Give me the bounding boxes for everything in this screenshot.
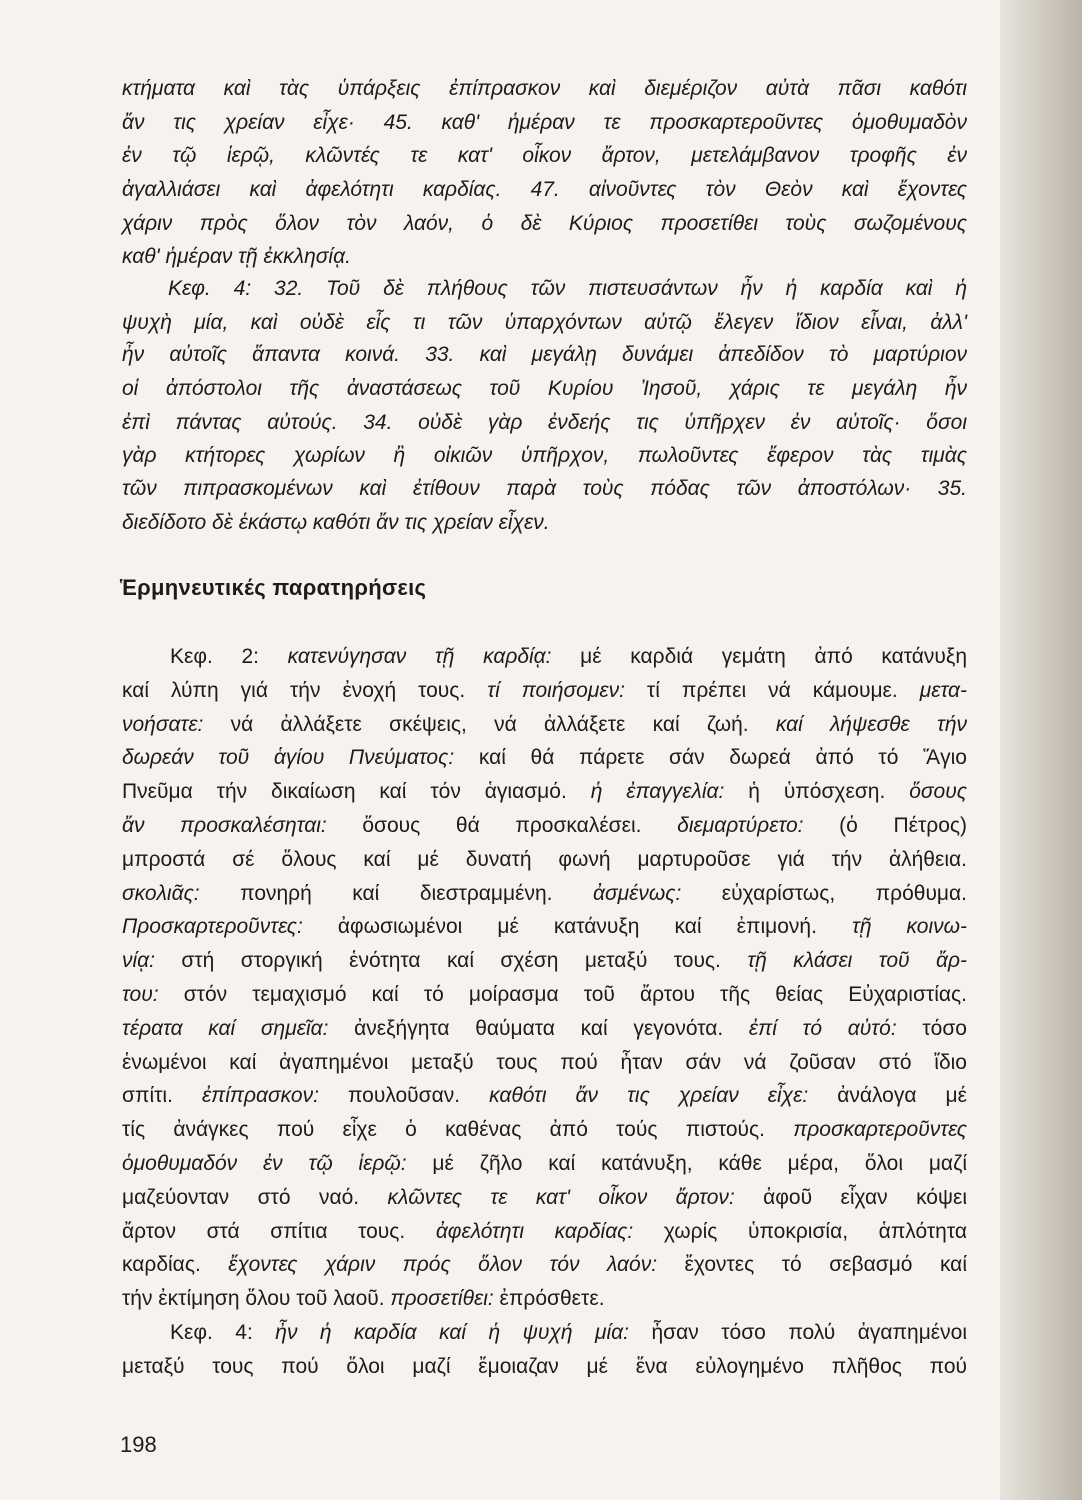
- commentary-term: τῇ κλάσει τοῦ ἄρ-: [747, 949, 967, 972]
- quote-line: ἐν τῷ ἱερῷ, κλῶντές τε κατ' οἶκον ἄρτον, μετελάμβανον τροφῆς ἐν: [122, 144, 967, 167]
- commentary-gloss: Κεφ. 4:: [170, 1321, 276, 1344]
- commentary-line: [122, 1147, 967, 1181]
- commentary-gloss: ἡ ὑπόσχεση.: [724, 780, 910, 803]
- commentary-term: κατενύγησαν τῇ καρδίᾳ:: [287, 645, 552, 668]
- commentary-term: τέρατα καί σημεῖα:: [122, 1017, 329, 1040]
- quote-line: ἄν τις χρείαν εἶχε· 45. καθ' ἡμέραν τε προσκαρτεροῦντες ὁμοθυμαδὸν: [122, 111, 967, 134]
- commentary-gloss: στή στοργική ἑνότητα καί σχέση μεταξύ τους.: [154, 949, 748, 972]
- commentary-gloss: μεταξύ τους πού ὅλοι μαζί ἔμοιαζαν μέ ἕνα εὐλογημένο πλῆθος πού: [122, 1355, 967, 1378]
- commentary-term: ἐπίπρασκον:: [201, 1084, 319, 1107]
- commentary-gloss: καί λύπη γιά τήν ἐνοχή τους.: [122, 679, 488, 702]
- commentary-line: [170, 640, 967, 674]
- commentary-gloss: σπίτι.: [122, 1084, 202, 1107]
- commentary-line: [170, 1316, 967, 1350]
- commentary-term: προσκαρτεροῦντες: [793, 1118, 967, 1141]
- commentary-gloss: ἀνεξήγητα θαύματα καί γεγονότα.: [328, 1017, 749, 1040]
- commentary-term: του:: [122, 983, 159, 1006]
- commentary-gloss: τήν ἐκτίμηση ὅλου τοῦ λαοῦ.: [122, 1287, 391, 1310]
- commentary-gloss: ἦσαν τόσο πολύ ἀγαπημένοι: [629, 1321, 967, 1344]
- commentary-line: [122, 1046, 967, 1080]
- commentary-gloss: πονηρή καί διεστραμμένη.: [199, 882, 593, 905]
- commentary-gloss: πουλοῦσαν.: [318, 1084, 490, 1107]
- commentary-term: καί λήψεσθε τήν: [775, 713, 967, 736]
- quote-line: κτήματα καὶ τὰς ὑπάρξεις ἐπίπρασκον καὶ διεμέριζον αὐτὰ πᾶσι καθότι: [122, 77, 967, 100]
- quote-line: χάριν πρὸς ὅλον τὸν λαόν, ὁ δὲ Κύριος προσετίθει τοὺς σωζομένους: [122, 212, 967, 235]
- commentary-term: ἦν ἡ καρδία καί ἡ ψυχή μία:: [275, 1321, 629, 1344]
- commentary-gloss: στόν τεμαχισμό καί τό μοίρασμα τοῦ ἄρτου τῆς θείας Εὐχαριστίας.: [158, 983, 967, 1006]
- commentary-gloss: τίς ἀνάγκες πού εἶχε ὁ καθένας ἀπό τούς πιστούς.: [122, 1118, 794, 1141]
- quote-line: οἱ ἀπόστολοι τῆς ἀναστάσεως τοῦ Κυρίου Ἰησοῦ, χάρις τε μεγάλη ἦν: [122, 377, 967, 400]
- commentary-line: [122, 944, 967, 978]
- commentary-line: [122, 809, 967, 843]
- commentary-term: ἄν προσκαλέσηται:: [122, 814, 327, 837]
- commentary-line: [122, 1113, 967, 1147]
- commentary-term: νοήσατε:: [122, 713, 204, 736]
- commentary-gloss: Πνεῦμα τήν δικαίωση καί τόν ἁγιασμό.: [122, 780, 591, 803]
- commentary-line: [122, 877, 967, 911]
- commentary-line: [122, 843, 967, 877]
- commentary-gloss: μπροστά σέ ὅλους καί μέ δυνατή φωνή μαρτυροῦσε γιά τήν ἀλήθεια.: [122, 848, 967, 871]
- commentary-gloss: ἀφοῦ εἶχαν κόψει: [734, 1186, 967, 1209]
- quote-line: τῶν πιπρασκομένων καὶ ἐτίθουν παρὰ τοὺς πόδας τῶν ἀποστόλων· 35.: [122, 477, 967, 500]
- commentary-line: [122, 1215, 967, 1249]
- commentary-gloss: ἀνάλογα μέ: [808, 1084, 967, 1107]
- commentary-gloss: ἄρτον στά σπίτια τους.: [122, 1220, 436, 1243]
- commentary-term: ἐπί τό αὐτό:: [748, 1017, 897, 1040]
- quote-line: διεδίδοτο δὲ ἑκάστῳ καθότι ἄν τις χρείαν εἶχεν.: [122, 511, 550, 534]
- commentary-line: [122, 1181, 967, 1215]
- commentary-gloss: νά ἀλλάξετε σκέψεις, νά ἀλλάξετε καί ζωή.: [203, 713, 776, 736]
- commentary-line: [122, 775, 967, 809]
- commentary-term: μετα-: [919, 679, 967, 702]
- commentary-gloss: τόσο: [896, 1017, 967, 1040]
- commentary-line: [122, 910, 967, 944]
- commentary-term: προσετίθει:: [390, 1287, 494, 1310]
- page-number: 198: [120, 1432, 157, 1457]
- commentary-term: Προσκαρτεροῦντες:: [122, 915, 303, 938]
- commentary-gloss: ἐπρόσθετε.: [493, 1287, 605, 1310]
- commentary-gloss: μέ καρδιά γεμάτη ἀπό κατάνυξη: [551, 645, 967, 668]
- commentary-line: [122, 1079, 967, 1113]
- commentary-term: ὅσους: [909, 780, 967, 803]
- commentary-line: [122, 978, 967, 1012]
- commentary-line: [122, 1012, 967, 1046]
- commentary-line: [122, 708, 967, 742]
- commentary-term: τῇ κοινω-: [851, 915, 967, 938]
- quote-line: ἦν αὐτοῖς ἅπαντα κοινά. 33. καὶ μεγάλῃ δυνάμει ἀπεδίδον τὸ μαρτύριον: [122, 343, 967, 366]
- commentary-gloss: εὐχαρίστως, πρόθυμα.: [681, 882, 968, 905]
- commentary-term: καθότι ἄν τις χρείαν εἶχε:: [489, 1084, 809, 1107]
- section-heading: Ἑρμηνευτικές παρατηρήσεις: [120, 575, 427, 600]
- commentary-gloss: ἔχοντες τό σεβασμό καί: [657, 1253, 967, 1276]
- commentary-term: διεμαρτύρετο:: [677, 814, 804, 837]
- page-gutter-shadow: [1000, 0, 1082, 1500]
- quote-line: ἐπὶ πάντας αὐτούς. 34. οὐδὲ γὰρ ἐνδεής τις ὑπῆρχεν ἐν αὐτοῖς· ὅσοι: [122, 411, 967, 434]
- commentary-gloss: χωρίς ὑποκρισία, ἁπλότητα: [633, 1220, 967, 1243]
- quote-line: καθ' ἡμέραν τῇ ἐκκλησίᾳ.: [122, 245, 351, 268]
- quote-line: Κεφ. 4: 32. Τοῦ δὲ πλήθους τῶν πιστευσάντων ἦν ἡ καρδία καὶ ἡ: [168, 277, 967, 300]
- commentary-gloss: ἑνωμένοι καί ἀγαπημένοι μεταξύ τους πού ἦταν σάν νά ζοῦσαν στό ἴδιο: [122, 1051, 967, 1074]
- commentary-gloss: καί θά πάρετε σάν δωρεά ἀπό τό Ἅγιο: [454, 746, 967, 769]
- commentary-gloss: καρδίας.: [122, 1253, 229, 1276]
- commentary-term: ἔχοντες χάριν πρός ὅλον τόν λαόν:: [228, 1253, 658, 1276]
- commentary-gloss: ἀφωσιωμένοι μέ κατάνυξη καί ἐπιμονή.: [302, 915, 852, 938]
- commentary-term: ἡ ἐπαγγελία:: [590, 780, 725, 803]
- commentary-term: ὁμοθυμαδόν ἐν τῷ ἱερῷ:: [122, 1152, 407, 1175]
- commentary-term: ἀσμένως:: [593, 882, 682, 905]
- commentary-line: [122, 741, 967, 775]
- quote-line: ψυχὴ μία, καὶ οὐδὲ εἷς τι τῶν ὑπαρχόντων αὐτῷ ἔλεγεν ἴδιον εἶναι, ἀλλ': [122, 311, 967, 334]
- commentary-term: νίᾳ:: [122, 949, 155, 972]
- commentary-term: σκολιᾶς:: [122, 882, 200, 905]
- quote-line: γὰρ κτήτορες χωρίων ἢ οἰκιῶν ὑπῆρχον, πωλοῦντες ἔφερον τὰς τιμὰς: [122, 444, 967, 467]
- commentary-gloss: τί πρέπει νά κάμουμε.: [624, 679, 920, 702]
- commentary-gloss: μέ ζῆλο καί κατάνυξη, κάθε μέρα, ὅλοι μαζί: [406, 1152, 967, 1175]
- commentary-term: δωρεάν τοῦ ἁγίου Πνεύματος:: [122, 746, 455, 769]
- commentary-gloss: μαζεύονταν στό ναό.: [122, 1186, 388, 1209]
- commentary-gloss: ὅσους θά προσκαλέσει.: [326, 814, 678, 837]
- commentary-line: [122, 674, 967, 708]
- commentary-line: [122, 1248, 967, 1282]
- commentary-term: ἀφελότητι καρδίας:: [435, 1220, 634, 1243]
- commentary-line: [122, 1350, 967, 1384]
- commentary-line: [122, 1282, 967, 1316]
- commentary-term: τί ποιήσομεν:: [487, 679, 625, 702]
- commentary-gloss: (ὁ Πέτρος): [803, 814, 968, 837]
- quote-line: ἀγαλλιάσει καὶ ἀφελότητι καρδίας. 47. αἰνοῦντες τὸν Θεὸν καὶ ἔχοντες: [122, 178, 967, 201]
- commentary-term: κλῶντες τε κατ' οἶκον ἄρτον:: [387, 1186, 735, 1209]
- commentary-gloss: Κεφ. 2:: [170, 645, 288, 668]
